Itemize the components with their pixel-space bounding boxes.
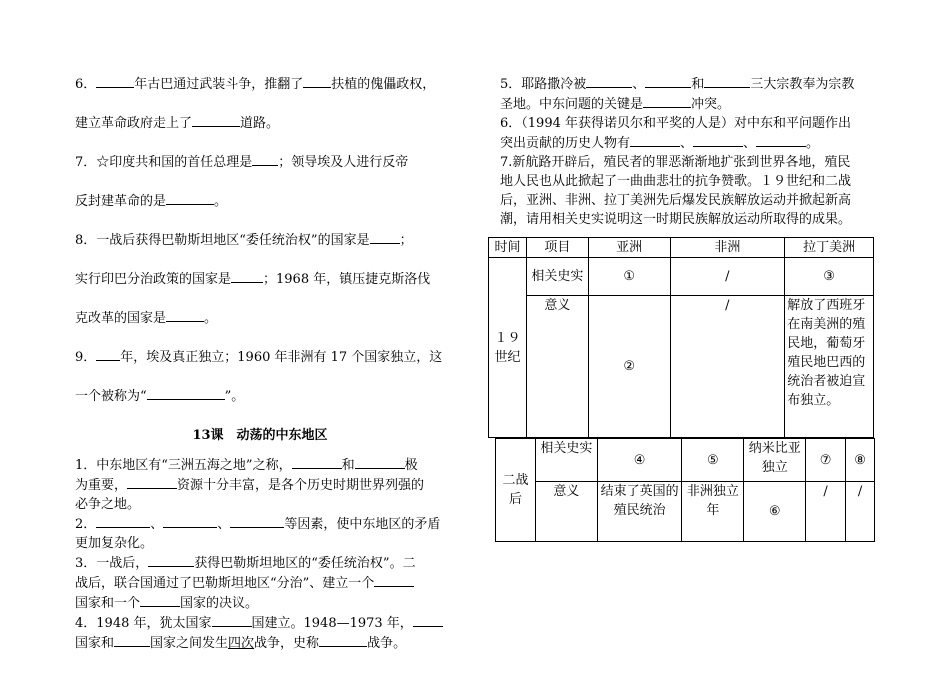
- item-cell: 意义: [526, 296, 588, 438]
- q8-text-6: 。: [204, 311, 218, 326]
- answer-blank[interactable]: [643, 94, 691, 108]
- q8-text-1: 8．一战后获得巴勒斯坦地区“委任统治权”的国家是: [75, 233, 370, 248]
- answer-blank[interactable]: [252, 152, 278, 166]
- q7-text-3: 反封建革命的是: [75, 194, 167, 209]
- q9-text-1: 年，埃及真正独立；1960 年非洲有 17 个国家独立，这: [120, 350, 443, 365]
- q8-text-5: 克改革的国家是: [75, 311, 167, 326]
- l1-text-3: 极: [404, 458, 418, 473]
- item-cell: 相关史实: [535, 439, 597, 482]
- q6-text-4: 道路。: [240, 116, 280, 131]
- answer-cell[interactable]: ②: [588, 296, 670, 438]
- right-q5: [500, 74, 885, 114]
- answer-cell[interactable]: ⑤: [682, 439, 744, 482]
- l3-text-4: 国家和一个: [75, 596, 141, 611]
- answer-blank[interactable]: [355, 455, 405, 469]
- q7-text-4: 。: [214, 194, 228, 209]
- period-cell: 二战后: [496, 439, 536, 542]
- cell: 非洲独立年: [682, 482, 744, 542]
- answer-blank[interactable]: [413, 613, 443, 627]
- answer-cell[interactable]: ④: [597, 439, 682, 482]
- table-row: [496, 482, 875, 542]
- q8-text-4: ；1968 年，镇压捷克斯洛伐: [263, 272, 431, 287]
- answer-blank[interactable]: [166, 308, 204, 322]
- table-19th-century: [488, 237, 874, 438]
- l1-text-2: 和: [341, 458, 355, 473]
- table-header-row: [489, 238, 874, 258]
- l4-underlined: 四次: [228, 636, 255, 651]
- q7-text-2: ；领导埃及人进行反帝: [278, 155, 409, 170]
- answer-blank[interactable]: [370, 230, 400, 244]
- r5-sep: 、: [632, 77, 646, 92]
- left-column: [75, 74, 445, 653]
- answer-blank[interactable]: [230, 514, 284, 528]
- answer-blank[interactable]: [704, 74, 750, 88]
- answer-blank[interactable]: [166, 191, 214, 205]
- q6-text-1: 年古巴通过武装斗争，推翻了: [134, 77, 304, 92]
- question-8-line3: [75, 308, 445, 328]
- l1-text-5: 资源十分丰富，是各个历史时期世界列强的: [177, 478, 425, 493]
- l1-text-6: 必争之地。: [75, 497, 141, 512]
- answer-blank[interactable]: [192, 113, 240, 127]
- l3-text-3: 战后，联合国通过了巴勒斯坦地区“分治”、建立一个: [75, 576, 375, 591]
- right-q6: [500, 114, 885, 153]
- cell: 结束了英国的殖民统治: [597, 482, 682, 542]
- table-row: [489, 258, 874, 296]
- l2-number: 2．: [75, 517, 97, 532]
- answer-blank[interactable]: [163, 514, 217, 528]
- answer-cell[interactable]: ⑥: [744, 482, 806, 542]
- answer-blank[interactable]: [96, 514, 150, 528]
- l3-text-1: 3．一战后，: [75, 556, 149, 571]
- r5-text-1: 5．耶路撒冷被: [500, 77, 587, 92]
- question-8-line2: [75, 269, 445, 289]
- answer-blank[interactable]: [231, 269, 263, 283]
- l3-text-2: 获得巴勒斯坦地区的“委任统治权”。二: [194, 556, 416, 571]
- question-9-line2: [75, 386, 445, 406]
- answer-cell[interactable]: ①: [588, 258, 670, 296]
- answer-cell[interactable]: ⑦: [806, 439, 846, 482]
- cell: /: [670, 258, 785, 296]
- answer-blank[interactable]: [303, 74, 331, 88]
- table-row: [496, 439, 875, 482]
- r6-sep-1: 、: [680, 136, 694, 151]
- r6-sep-2: 、: [743, 136, 757, 151]
- question-7-line2: [75, 191, 445, 211]
- l4-text-4: 国家之间发生: [150, 636, 229, 651]
- r7-line-1: 7.新航路开辟后，殖民者的罪恶渐渐地扩张到世界各地，殖民: [500, 155, 851, 170]
- cell: /: [806, 482, 846, 542]
- question-8-line1: [75, 230, 445, 250]
- l1-text-1: 1．中东地区有“三洲五海之地”之称，: [75, 458, 292, 473]
- answer-blank[interactable]: [693, 133, 743, 147]
- header-latin-america: 拉丁美洲: [785, 238, 874, 258]
- l4-text-5: 战争，史称: [254, 636, 320, 651]
- q6-text-2: 扶植的傀儡政权，: [331, 77, 436, 92]
- table-row: [489, 296, 874, 438]
- cell: /: [670, 296, 785, 438]
- answer-blank[interactable]: [147, 386, 225, 400]
- item-cell: 相关史实: [526, 258, 588, 296]
- l4-text-6: 战争。: [367, 636, 407, 651]
- answer-blank[interactable]: [630, 133, 680, 147]
- l2-sep-2: 、: [217, 517, 231, 532]
- r5-text-2: 和: [691, 77, 705, 92]
- r7-line-4: 潮，请用相关史实说明这一时期民族解放运动所取得的成果。: [500, 212, 852, 227]
- header-africa: 非洲: [670, 238, 785, 258]
- table-post-wwii: [495, 438, 875, 542]
- l2-sep-1: 、: [150, 517, 164, 532]
- q6-number: 6．: [75, 77, 97, 92]
- q9-number: 9．: [75, 350, 97, 365]
- answer-blank[interactable]: [292, 455, 342, 469]
- header-asia: 亚洲: [588, 238, 670, 258]
- cell: 纳米比亚独立: [744, 439, 806, 482]
- answer-cell[interactable]: ⑧: [846, 439, 875, 482]
- l4-text-1: 4．1948 年，犹太国家: [75, 616, 212, 631]
- answer-blank[interactable]: [586, 74, 632, 88]
- answer-blank[interactable]: [645, 74, 691, 88]
- answer-blank[interactable]: [319, 633, 367, 647]
- q8-text-2: ；: [399, 233, 413, 248]
- q9-text-2: 一个被称为“: [75, 389, 147, 404]
- answer-cell[interactable]: ③: [785, 258, 874, 296]
- lesson-q1: [75, 455, 445, 514]
- l2-text-2: 更加复杂化。: [75, 536, 154, 551]
- period-cell: １９世纪: [489, 258, 527, 438]
- r5-text-3: 三大宗教奉为宗教: [750, 77, 855, 92]
- lesson-q2: [75, 514, 445, 553]
- item-cell: 意义: [535, 482, 597, 542]
- answer-blank[interactable]: [127, 475, 177, 489]
- question-6-line1: [75, 74, 445, 94]
- answer-blank[interactable]: [114, 633, 150, 647]
- r6-text-3: 。: [806, 136, 820, 151]
- l3-text-5: 国家的决议。: [180, 596, 259, 611]
- question-7-line1: [75, 152, 445, 172]
- r7-line-2: 地人民也从此掀起了一曲曲悲壮的抗争赞歌。１９世纪和二战: [500, 174, 852, 189]
- r7-line-3: 后，亚洲、非洲、拉丁美洲先后爆发民族解放运动并掀起新高: [500, 193, 852, 208]
- answer-blank[interactable]: [374, 573, 414, 587]
- latin-significance-cell: 解放了西班牙在南美洲的殖民地，葡萄牙殖民地巴西的统治者被迫宣布独立。: [785, 296, 874, 438]
- q6-text-3: 建立革命政府走上了: [75, 116, 193, 131]
- q7-text-1: 7．☆印度共和国的首任总理是: [75, 155, 253, 170]
- header-time: 时间: [489, 238, 527, 258]
- cell: /: [846, 482, 875, 542]
- l1-text-4: 为重要，: [75, 478, 128, 493]
- r5-text-5: 冲突。: [691, 97, 731, 112]
- answer-blank[interactable]: [140, 593, 180, 607]
- r6-text-1: 6．（1994 年获得诺贝尔和平奖的人是）对中东和平问题作出: [500, 116, 851, 131]
- l4-text-3: 国家和: [75, 636, 115, 651]
- r5-text-4: 圣地。中东问题的关键是: [500, 97, 644, 112]
- q9-text-3: ”。: [224, 389, 245, 404]
- lesson-q3: [75, 553, 445, 613]
- right-q7: [500, 153, 885, 229]
- lesson-q4: [75, 613, 445, 653]
- r6-text-2: 突出贡献的历史人物有: [500, 136, 631, 151]
- question-6-line2: [75, 113, 445, 133]
- question-9-line1: [75, 347, 445, 367]
- lesson-title: 13课 动荡的中东地区: [192, 428, 328, 443]
- answer-blank[interactable]: [96, 347, 120, 361]
- answer-blank[interactable]: [148, 553, 194, 567]
- answer-blank[interactable]: [756, 133, 806, 147]
- right-column: [500, 74, 885, 229]
- l2-text-1: 等因素，使中东地区的矛盾: [284, 517, 441, 532]
- answer-blank[interactable]: [212, 613, 252, 627]
- l4-text-2: 国建立。1948—1973 年，: [251, 616, 413, 631]
- q8-text-3: 实行印巴分治政策的国家是: [75, 272, 232, 287]
- answer-blank[interactable]: [96, 74, 134, 88]
- header-item: 项目: [526, 238, 588, 258]
